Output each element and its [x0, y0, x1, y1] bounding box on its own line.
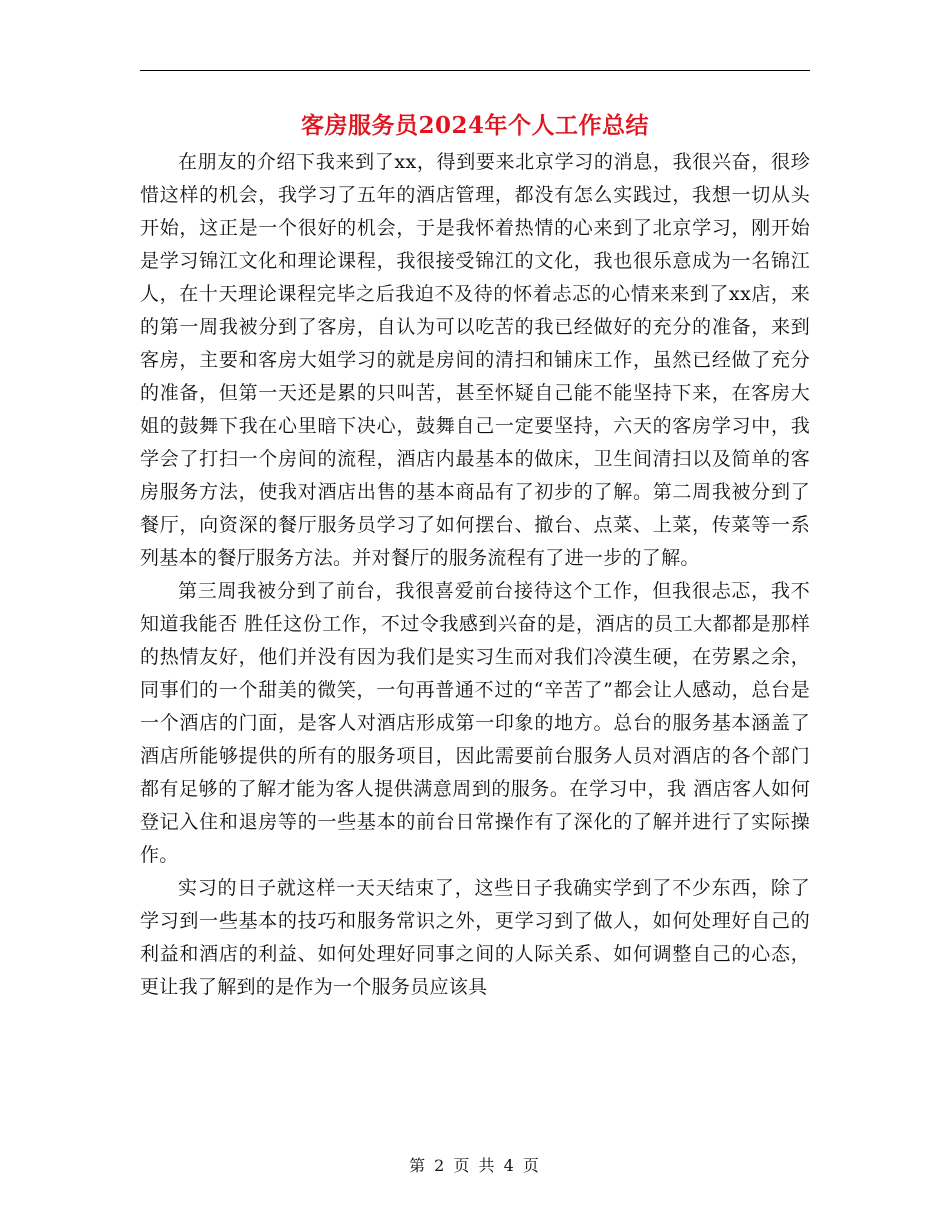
document-title: 客房服务员2024年个人工作总结	[300, 112, 649, 139]
paragraph-3: 实习的日子就这样一天天结束了，这些日子我确实学到了不少东西，除了学习到一些基本的技巧和服务常识之外，更学习到了做人，如何处理好自己的利益和酒店的利益、如何处理好同事之间的人际关系、如何调整自己的心态，更让我了解到的是作为一个服务员应该具	[140, 877, 810, 998]
document-body	[140, 146, 810, 1004]
paragraph-2: 第三周我被分到了前台，我很喜爱前台接待这个工作，但我很忐忑，我不知道我能否 胜任这份工作，不过令我感到兴奋的是，酒店的员工大都都是那样的热情友好，他们并没有因为我们是实习生而对我们冷漠生硬，在劳累之余，同事们的一个甜美的微笑，一句再普通不过的“辛苦了”都会让人感动，总台是一个酒店的门面，是客人对酒店形成第一印象的地方。总台的服务基本涵盖了酒店所能够提供的所有的服务项目，因此需要前台服务人员对酒店的各个部门都有足够的了解才能为客人提供满意周到的服务。在学习中，我 酒店客人如何登记入住和退房等的一些基本的前台日常操作有了深化的了解并进行了实际操作。	[140, 580, 810, 866]
header-rule	[140, 70, 810, 71]
page-number: 第 2 页 共 4 页	[409, 1156, 541, 1175]
paragraph-1: 在朋友的介绍下我来到了xx，得到要来北京学习的消息，我很兴奋，很珍惜这样的机会，我学习了五年的酒店管理，都没有怎么实践过，我想一切从头开始，这正是一个很好的机会，于是我怀着热情的心来到了北京学习，刚开始是学习锦江文化和理论课程，我很接受锦江的文化，我也很乐意成为一名锦江人，在十天理论课程完毕之后我迫不及待的怀着忐忑的心情来来到了xx店，来的第一周我被分到了客房，自认为可以吃苦的我已经做好的充分的准备，来到客房，主要和客房大姐学习的就是房间的清扫和铺床工作，虽然已经做了充分的准备，但第一天还是累的只叫苦，甚至怀疑自己能不能坚持下来，在客房大姐的鼓舞下我在心里暗下决心，鼓舞自己一定要坚持，六天的客房学习中，我学会了打扫一个房间的流程，酒店内最基本的做床，卫生间清扫以及简单的客房服务方法，使我对酒店出售的基本商品有了初步的了解。第二周我被分到了餐厅，向资深的餐厅服务员学习了如何摆台、撤台、点菜、上菜，传菜等一系列基本的餐厅服务方法。并对餐厅的服务流程有了进一步的了解。	[140, 151, 810, 569]
